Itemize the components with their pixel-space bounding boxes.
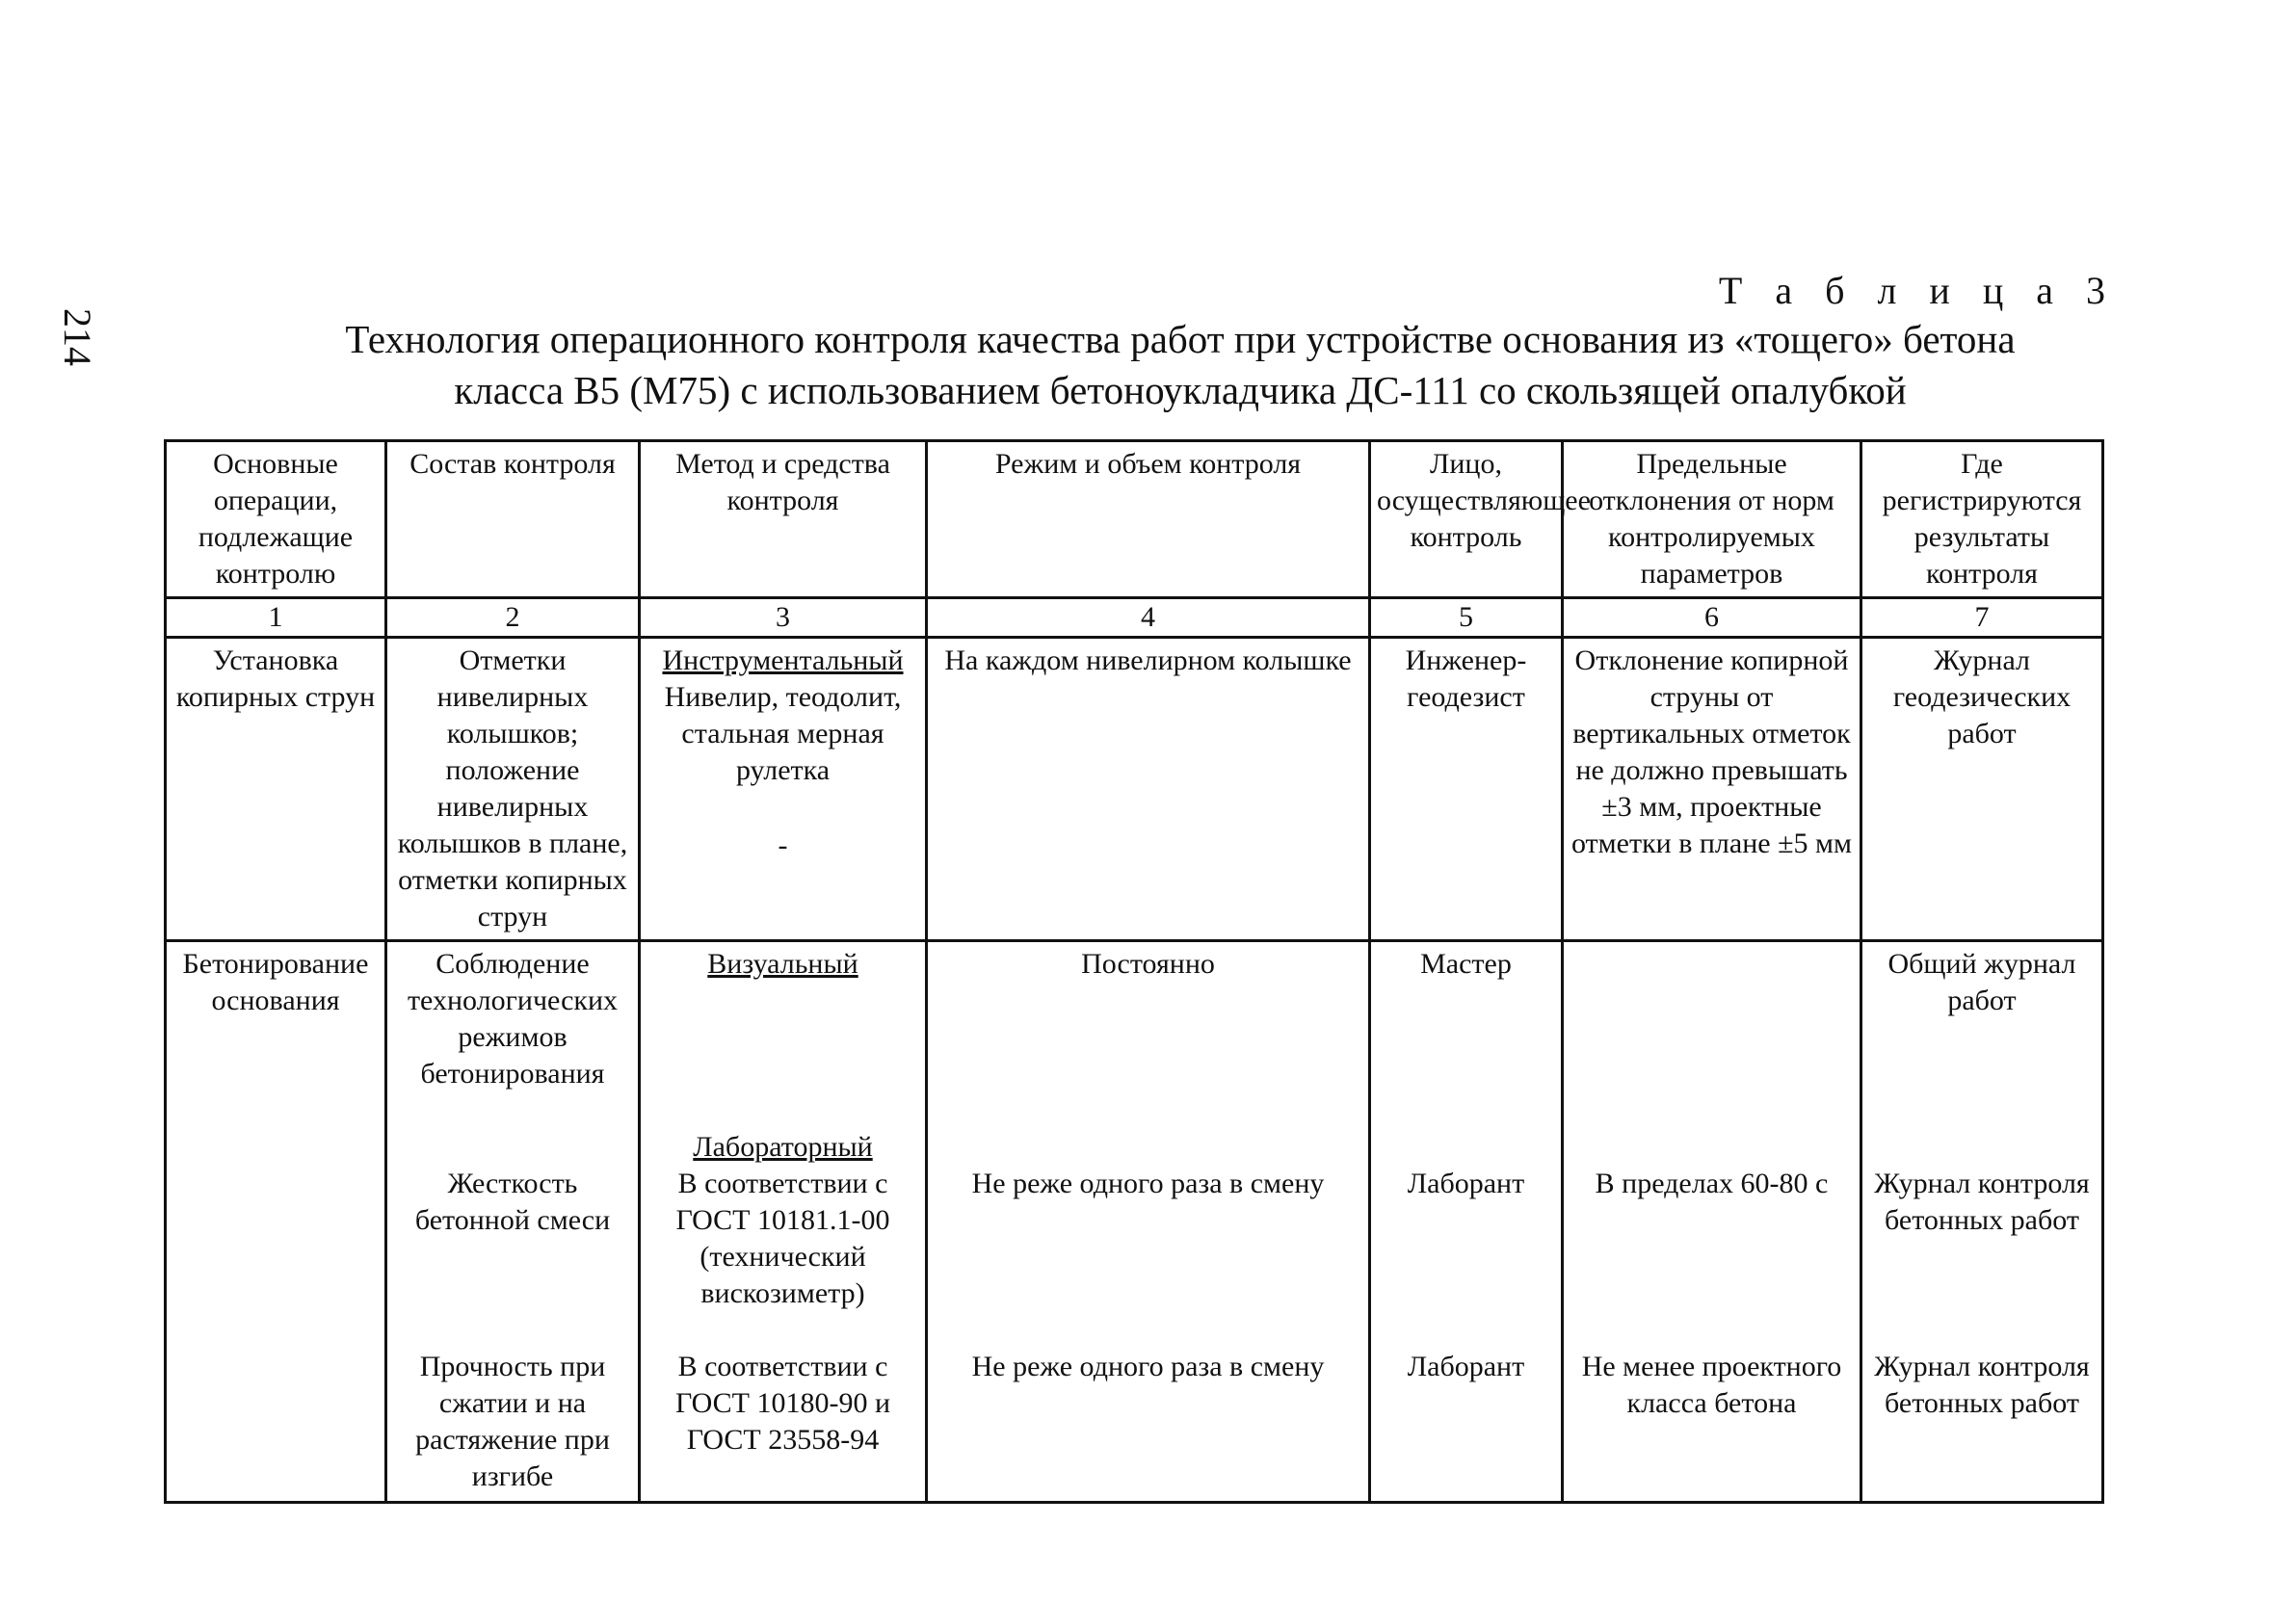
table-header-row [166, 441, 2103, 598]
row2b-person: Лаборант [1407, 1168, 1525, 1199]
column-number-row [166, 598, 2103, 638]
table-number: Т а б л и ц а 3 [1718, 269, 2117, 312]
row1-person: Инженер-геодезист [1370, 638, 1563, 941]
table-row [166, 638, 2103, 941]
row2c-composition: Прочность при сжатии и на растяжение при изгибе [415, 1351, 610, 1492]
row2a-record: Общий журнал работ [1887, 948, 2076, 1016]
column-number: 1 [166, 598, 386, 638]
row2c-method: В соответствии с ГОСТ 10180-90 и ГОСТ 23558-94 [674, 1351, 890, 1456]
control-table [164, 439, 2104, 1504]
row1-method [640, 638, 927, 941]
row1-record: Журнал геодезических работ [1861, 638, 2103, 941]
row2-operation: Бетонирование основания [166, 941, 386, 1503]
row2c-mode: Не реже одного раза в смену [971, 1351, 1325, 1382]
row1-mode: На каждом нивелирном колышке [927, 638, 1370, 941]
header-method: Метод и средства контроля [640, 441, 927, 598]
table-title [145, 314, 2216, 416]
row2-method [640, 941, 927, 1503]
row2c-person: Лаборант [1407, 1351, 1525, 1382]
row2a-mode: Постоянно [1081, 948, 1215, 980]
page-number: 214 [56, 308, 99, 366]
table-row [166, 941, 2103, 1503]
row2b-mode: Не реже одного раза в смену [971, 1168, 1325, 1199]
row1-method-type: Инструментальный [662, 644, 904, 676]
table-title-line-2: класса В5 (М75) с использованием бетоноукладчика ДС-111 со скользящей опалубкой [454, 368, 1907, 412]
column-number: 3 [640, 598, 927, 638]
row2a-deviation [1570, 946, 1854, 1129]
row2-deviation [1563, 941, 1861, 1503]
row2b-record: Журнал контроля бетонных работ [1874, 1168, 2090, 1236]
column-number: 7 [1861, 598, 2103, 638]
row1-method-mark: - [778, 829, 788, 861]
row2a-composition: Соблюдение технологических режимов бетонирования [407, 948, 619, 1090]
row2b-composition: Жесткость бетонной смеси [414, 1168, 611, 1236]
table-title-line-1: Технология операционного контроля качества работ при устройстве основания из «тощего» бетона [345, 317, 2016, 361]
row1-method-tools: Нивелир, теодолит, стальная мерная рулетка [664, 681, 902, 786]
row1-operation: Установка копирных струн [166, 638, 386, 941]
row2-record [1861, 941, 2103, 1503]
header-composition: Состав контроля [386, 441, 640, 598]
header-operations: Основные операции, подлежащие контролю [166, 441, 386, 598]
row2a-method-type: Визуальный [707, 948, 858, 980]
header-deviations: Предельные отклонения от норм контролируемых параметров [1563, 441, 1861, 598]
row2-mode [927, 941, 1370, 1503]
row2b-method: В соответствии с ГОСТ 10181.1-00 (технический вискозиметр) [675, 1168, 890, 1309]
column-number: 5 [1370, 598, 1563, 638]
row2a-person: Мастер [1420, 948, 1512, 980]
header-person: Лицо, осуществляющее контроль [1370, 441, 1563, 598]
header-record: Где регистрируются результаты контроля [1861, 441, 2103, 598]
row2c-deviation: Не менее проектного класса бетона [1581, 1351, 1842, 1419]
row2b-deviation: В пределах 60-80 с [1595, 1168, 1829, 1199]
header-mode: Режим и объем контроля [927, 441, 1370, 598]
row2-person [1370, 941, 1563, 1503]
column-number: 2 [386, 598, 640, 638]
row1-deviation: Отклонение копирной струны от вертикальных отметок не должно превышать ±3 мм, проектные отметки в плане ±5 мм [1563, 638, 1861, 941]
column-number: 4 [927, 598, 1370, 638]
row2c-record: Журнал контроля бетонных работ [1874, 1351, 2090, 1419]
column-number: 6 [1563, 598, 1861, 638]
row2-composition [386, 941, 640, 1503]
row2-lab-method-type: Лабораторный [693, 1131, 873, 1163]
row1-composition: Отметки нивелирных колышков; положение нивелирных колышков в плане, отметки копирных струн [386, 638, 640, 941]
